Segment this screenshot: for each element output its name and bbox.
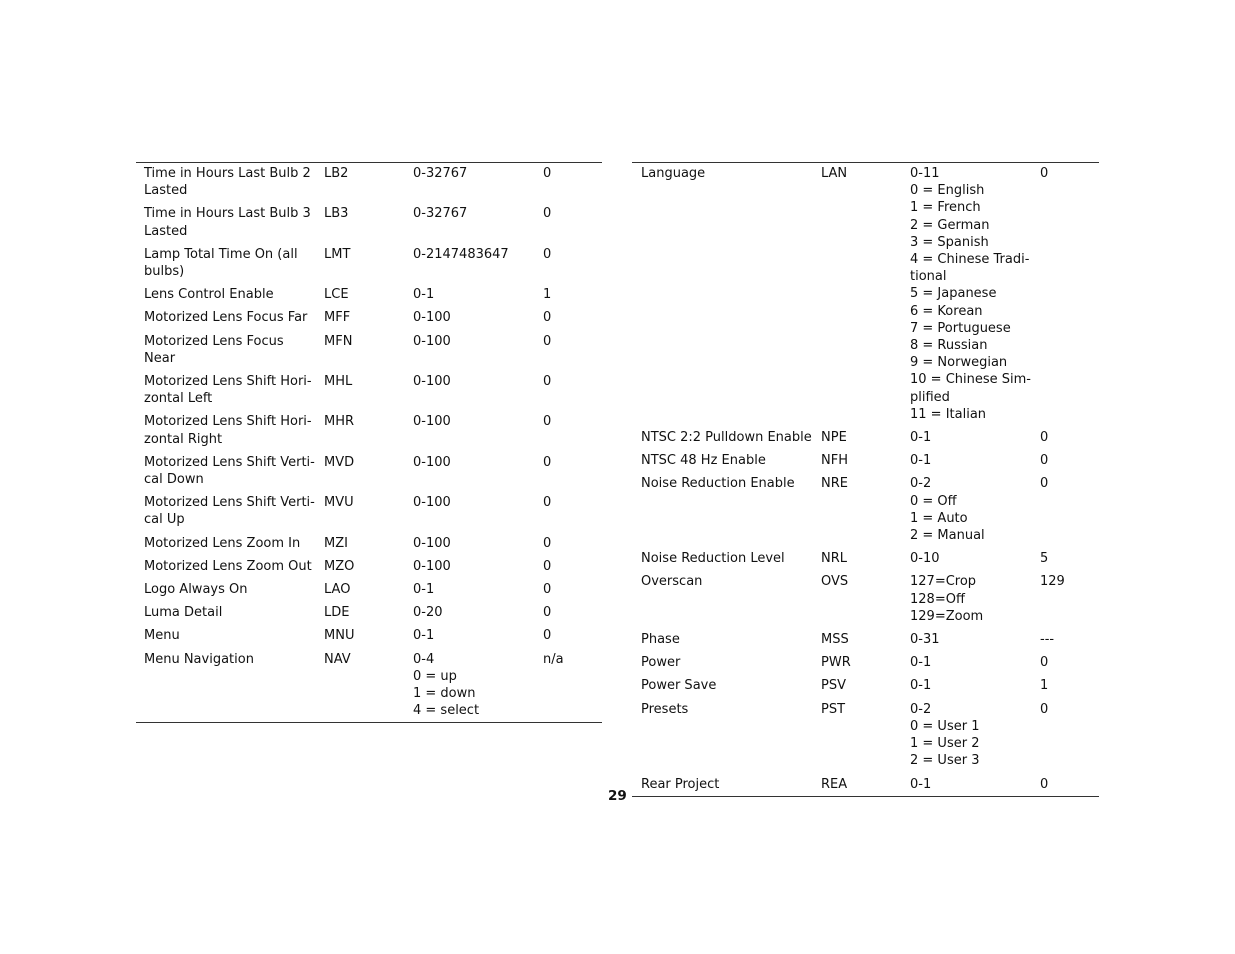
table-row	[632, 773, 1099, 796]
table-row	[136, 370, 602, 410]
command-name: NTSC 2:2 Pulldown Enable	[641, 430, 812, 446]
command-code: OVS	[821, 574, 849, 590]
default-value: 0	[543, 246, 552, 262]
default-value: 1	[543, 287, 552, 303]
table-row	[136, 491, 602, 531]
command-code: MZO	[324, 558, 355, 574]
value-range: 0-20	[413, 605, 443, 621]
table-row	[632, 449, 1099, 472]
command-code: MHR	[324, 414, 355, 430]
default-value: 0	[543, 414, 552, 430]
command-code: PWR	[821, 655, 851, 671]
command-name: Motorized Lens Zoom In	[144, 535, 301, 551]
default-value: 1	[1040, 678, 1049, 694]
table-row	[136, 202, 602, 242]
command-code: PSV	[821, 678, 846, 694]
command-name: Menu	[144, 628, 180, 644]
command-name: Overscan	[641, 574, 703, 590]
command-name: Menu Navigation	[144, 651, 254, 667]
command-code: LCE	[324, 287, 349, 303]
command-code: LAN	[821, 166, 848, 181]
value-range: 0-2147483647	[413, 246, 509, 262]
table-row	[136, 283, 602, 306]
command-name: Luma Detail	[144, 605, 223, 621]
command-code: MHL	[324, 374, 353, 390]
default-value: 0	[1040, 476, 1049, 492]
table-row	[136, 451, 602, 491]
default-value: ---	[1040, 632, 1055, 648]
value-range: 0-100	[413, 374, 451, 390]
default-value: 0	[543, 454, 552, 470]
table-row	[136, 243, 602, 283]
value-range: 0-31	[910, 632, 940, 648]
value-range: 0-1	[413, 582, 435, 598]
command-name: Rear Project	[641, 776, 720, 792]
value-range: 0-11 0 = English 1 = French 2 = German 3 = Spanish 4 = Chinese Tradi- tional 5 = Japanese 6 = Korean 7 = Portuguese 8 = Russian 9 = Norwegian 10 = Chinese Sim- plified 11 = Italian	[910, 166, 1031, 422]
command-name: NTSC 48 Hz Enable	[641, 453, 766, 469]
command-code: LB3	[324, 206, 349, 222]
value-range: 0-1	[910, 430, 932, 446]
command-code: NRL	[821, 551, 847, 567]
right-command-table	[632, 162, 1099, 797]
command-name: Lamp Total Time On (all bulbs)	[144, 246, 298, 280]
table-row	[136, 555, 602, 578]
command-name: Motorized Lens Shift Hori- zontal Left	[144, 374, 312, 407]
default-value: 0	[543, 206, 552, 222]
default-value: 0	[543, 310, 552, 326]
value-range: 0-1	[413, 628, 435, 644]
default-value: 0	[1040, 655, 1049, 671]
default-value: n/a	[543, 651, 564, 667]
command-name: Power Save	[641, 678, 717, 694]
value-range: 0-1	[413, 287, 435, 303]
value-range: 0-100	[413, 414, 451, 430]
command-code: MFF	[324, 310, 351, 326]
default-value: 5	[1040, 551, 1049, 567]
command-name: Presets	[641, 701, 689, 717]
command-code: LDE	[324, 605, 350, 621]
command-name: Time in Hours Last Bulb 2 Lasted	[144, 166, 311, 199]
default-value: 0	[543, 495, 552, 511]
value-range: 0-32767	[413, 166, 468, 181]
table-row	[632, 628, 1099, 651]
default-value: 0	[1040, 166, 1049, 181]
default-value: 0	[1040, 776, 1049, 792]
command-code: NFH	[821, 453, 848, 469]
command-name: Motorized Lens Shift Hori- zontal Right	[144, 414, 312, 447]
left-command-table	[136, 162, 602, 723]
command-code: PST	[821, 701, 846, 717]
command-code: MSS	[821, 632, 849, 648]
value-range: 0-2 0 = Off 1 = Auto 2 = Manual	[910, 476, 985, 544]
command-code: NAV	[324, 651, 351, 667]
default-value: 129	[1040, 574, 1065, 590]
command-name: Lens Control Enable	[144, 287, 274, 303]
value-range: 0-100	[413, 454, 451, 470]
value-range: 127=Crop 128=Off 129=Zoom	[910, 574, 984, 624]
default-value: 0	[543, 374, 552, 390]
table-row	[136, 578, 602, 601]
value-range: 0-32767	[413, 206, 468, 222]
command-name: Phase	[641, 632, 680, 648]
command-name: Motorized Lens Shift Verti- cal Up	[144, 495, 315, 528]
value-range: 0-100	[413, 558, 451, 574]
table-row	[632, 570, 1099, 628]
default-value: 0	[543, 333, 552, 349]
value-range: 0-100	[413, 535, 451, 551]
default-value: 0	[543, 605, 552, 621]
command-name: Power	[641, 655, 681, 671]
table-row	[632, 547, 1099, 570]
command-code: MZI	[324, 535, 348, 551]
default-value: 0	[543, 628, 552, 644]
value-range: 0-4 0 = up 1 = down 4 = select	[413, 651, 480, 719]
value-range: 0-1	[910, 678, 932, 694]
command-code: MVU	[324, 495, 354, 511]
table-row	[136, 601, 602, 624]
command-name: Noise Reduction Level	[641, 551, 785, 567]
command-name: Time in Hours Last Bulb 3 Lasted	[144, 206, 311, 239]
command-code: LAO	[324, 582, 351, 598]
default-value: 0	[543, 166, 552, 181]
value-range: 0-1	[910, 776, 932, 792]
table-row	[136, 306, 602, 329]
table-row	[632, 426, 1099, 449]
default-value: 0	[543, 558, 552, 574]
table-row	[136, 410, 602, 450]
value-range: 0-100	[413, 495, 451, 511]
command-code: MFN	[324, 333, 353, 349]
value-range: 0-100	[413, 333, 451, 349]
command-name: Logo Always On	[144, 582, 248, 598]
value-range: 0-10	[910, 551, 940, 567]
value-range: 0-1	[910, 453, 932, 469]
table-row	[632, 698, 1099, 773]
table-row	[136, 532, 602, 555]
command-code: NPE	[821, 430, 847, 446]
table-row	[632, 163, 1099, 426]
command-code: MVD	[324, 454, 355, 470]
command-code: LB2	[324, 166, 349, 181]
command-name: Language	[641, 166, 706, 181]
table-row	[632, 674, 1099, 697]
table-row	[136, 330, 602, 370]
value-range: 0-100	[413, 310, 451, 326]
command-code: LMT	[324, 246, 351, 262]
command-code: NRE	[821, 476, 848, 492]
table-row	[632, 472, 1099, 547]
default-value: 0	[1040, 701, 1049, 717]
table-row	[632, 651, 1099, 674]
command-code: REA	[821, 776, 848, 792]
default-value: 0	[1040, 430, 1049, 446]
table-row	[136, 648, 602, 723]
page-number: 29	[608, 788, 627, 804]
command-name: Motorized Lens Shift Verti- cal Down	[144, 454, 315, 488]
command-name: Motorized Lens Focus Far	[144, 310, 308, 326]
command-name: Motorized Lens Focus Near	[144, 333, 284, 366]
default-value: 0	[543, 582, 552, 598]
value-range: 0-2 0 = User 1 1 = User 2 2 = User 3	[910, 701, 980, 769]
value-range: 0-1	[910, 655, 932, 671]
command-name: Motorized Lens Zoom Out	[144, 558, 312, 574]
default-value: 0	[1040, 453, 1049, 469]
table-row	[136, 163, 602, 202]
command-code: MNU	[324, 628, 355, 644]
table-row	[136, 624, 602, 647]
command-name: Noise Reduction Enable	[641, 476, 795, 492]
default-value: 0	[543, 535, 552, 551]
